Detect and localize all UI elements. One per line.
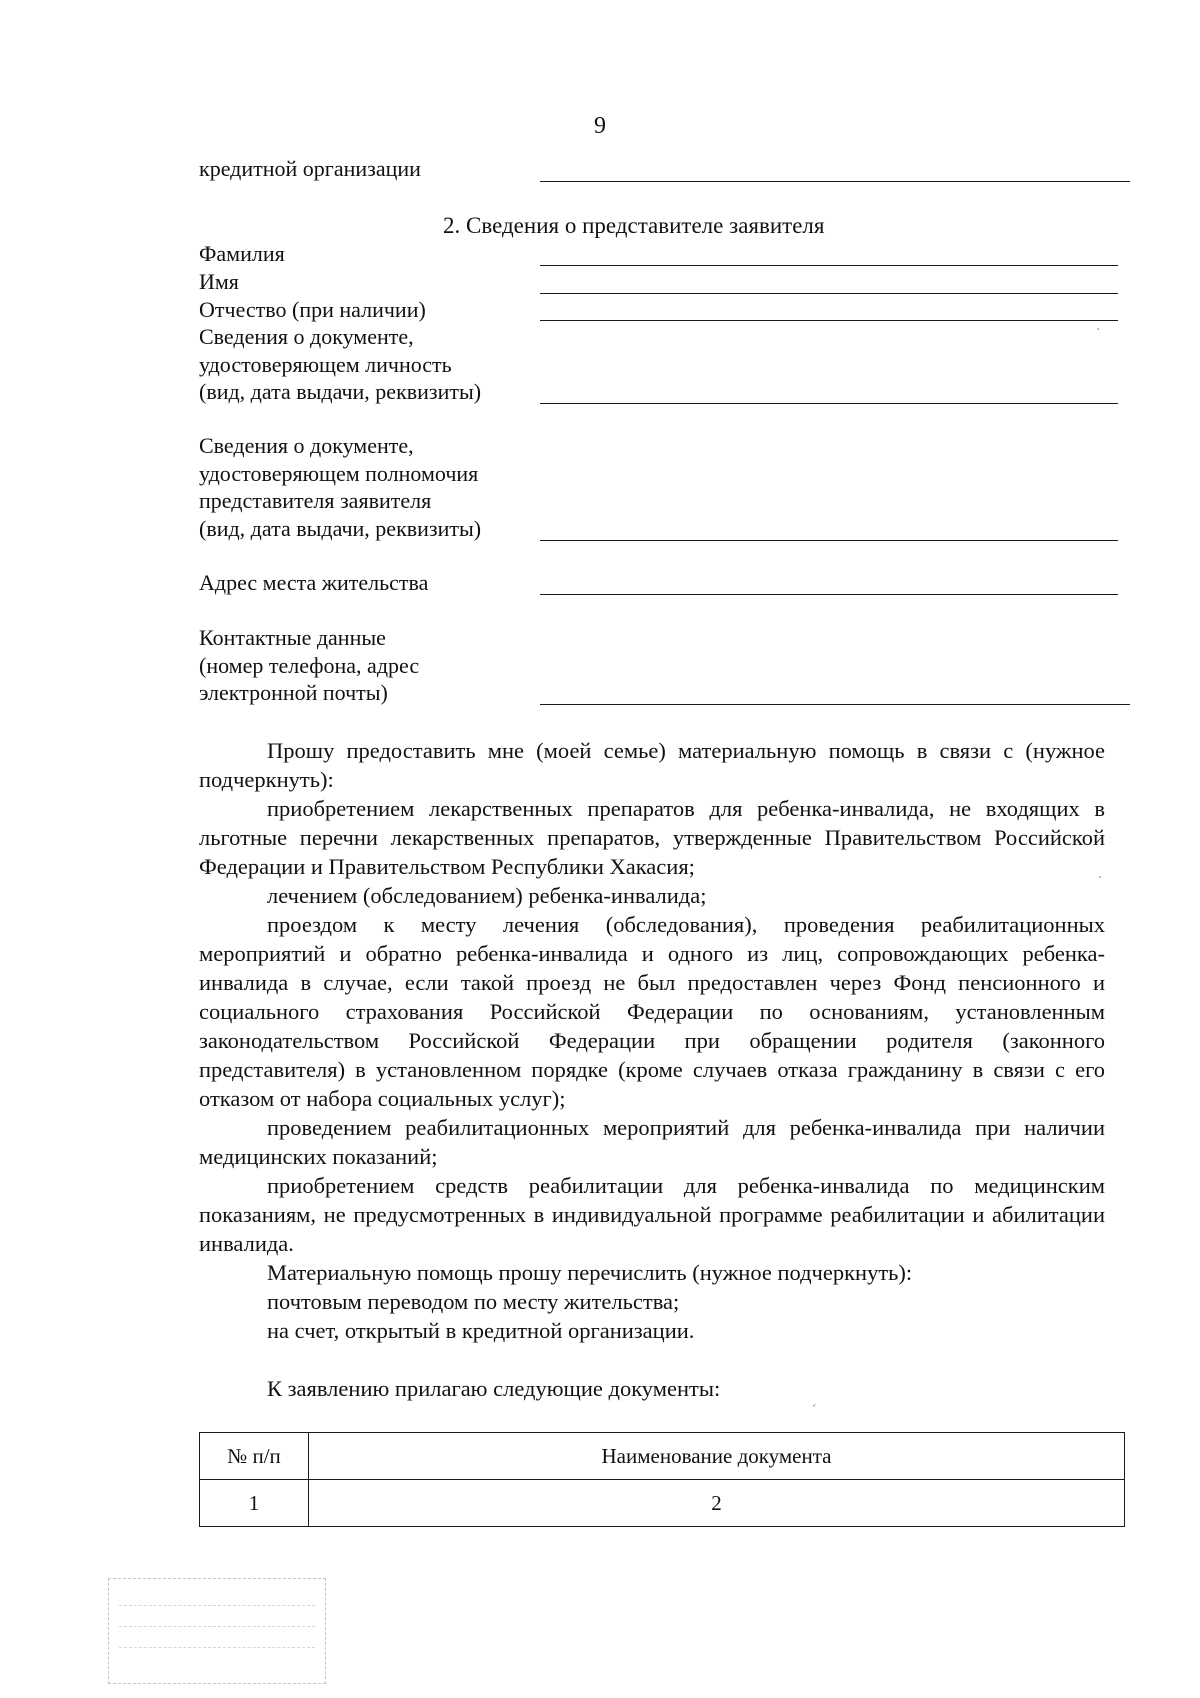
- attachments-title: К заявлению прилагаю следующие документы:: [267, 1376, 721, 1401]
- column-header-document-name: Наименование документа: [309, 1433, 1125, 1480]
- field-label-authority-document: Сведения о документе, удостоверяющем полномочия представителя заявителя (вид, дата выдачи, реквизиты): [199, 433, 482, 541]
- field-line-identity-document[interactable]: [540, 403, 1118, 404]
- field-label-surname: Фамилия: [199, 241, 285, 266]
- faded-stamp: [108, 1578, 326, 1684]
- field-line-authority-document[interactable]: [540, 540, 1118, 541]
- request-body: [199, 736, 1105, 1345]
- table-row: [200, 1480, 1125, 1527]
- field-label-patronymic: Отчество (при наличии): [199, 297, 426, 322]
- scan-artifact: ·: [1098, 870, 1103, 886]
- field-line-contact-data[interactable]: [540, 704, 1130, 705]
- payment-option-bank-account: на счет, открытый в кредитной организации.: [267, 1318, 695, 1343]
- table-header-row: [200, 1433, 1125, 1480]
- page-number: 9: [594, 113, 606, 139]
- table-cell-document-name: 2: [309, 1480, 1125, 1527]
- scan-artifact: ˊ: [810, 1404, 817, 1420]
- field-line-name[interactable]: [540, 293, 1118, 294]
- payment-intro: Материальную помощь прошу перечислить (нужное подчеркнуть):: [267, 1260, 913, 1285]
- option-rehabilitation-measures: проведением реабилитационных мероприятий для ребенка-инвалида при наличии медицинских показаний;: [199, 1115, 1105, 1169]
- scan-artifact: ·: [1096, 322, 1101, 338]
- payment-option-postal: почтовым переводом по месту жительства;: [267, 1289, 680, 1314]
- field-label-credit-organization: кредитной организации: [199, 156, 421, 181]
- field-label-residence-address: Адрес места жительства: [199, 570, 429, 595]
- table-cell-number: 1: [200, 1480, 309, 1527]
- option-medicines: приобретением лекарственных препаратов для ребенка-инвалида, не входящих в льготные перечни лекарственных препаратов, утвержденные Правительством Российской Федерации и Правительством Республики Хакасия;: [199, 796, 1105, 879]
- field-line-patronymic[interactable]: [540, 320, 1118, 321]
- section-heading: 2. Сведения о представителе заявителя: [443, 213, 825, 238]
- field-label-identity-document: Сведения о документе, удостоверяющем личность (вид, дата выдачи, реквизиты): [199, 324, 482, 404]
- field-label-contact-data: Контактные данные (номер телефона, адрес электронной почты): [199, 625, 420, 705]
- field-line-residence-address[interactable]: [540, 594, 1118, 595]
- option-treatment: лечением (обследованием) ребенка-инвалида;: [267, 883, 707, 908]
- request-intro: Прошу предоставить мне (моей семье) материальную помощь в связи с (нужное подчеркнуть):: [199, 738, 1105, 792]
- field-line-credit-organization[interactable]: [540, 181, 1130, 182]
- field-label-name: Имя: [199, 269, 239, 294]
- option-rehabilitation-means: приобретением средств реабилитации для ребенка-инвалида по медицинским показаниям, не предусмотренных в индивидуальной программе реабилитации и абилитации инвалида.: [199, 1173, 1105, 1256]
- column-header-number: № п/п: [200, 1433, 309, 1480]
- attachments-table: [199, 1432, 1125, 1527]
- option-travel: проездом к месту лечения (обследования), проведения реабилитационных мероприятий и обратно ребенка-инвалида и одного из лиц, сопровождающих ребенка-инвалида в случае, если такой проезд не был предоставлен через Фонд пенсионного и социального страхования Российской Федерации по основаниям, установленным законодательством Российской Федерации при обращении родителя (законного представителя) в установленном порядке (кроме случаев отказа гражданину в связи с его отказом от набора социальных услуг);: [199, 912, 1105, 1111]
- field-line-surname[interactable]: [540, 265, 1118, 266]
